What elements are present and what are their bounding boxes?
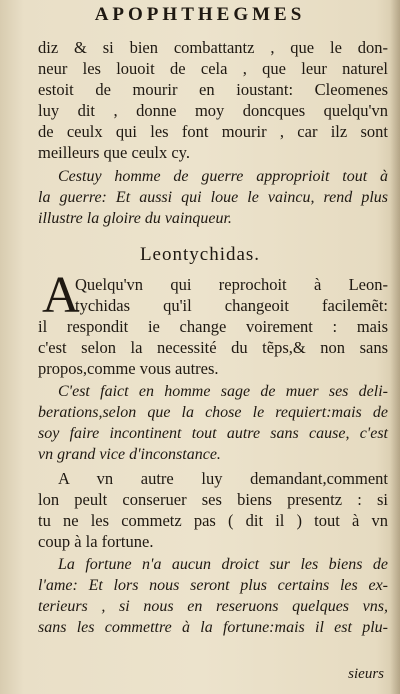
gloss-line: illustre la gloire du vainqueur. bbox=[38, 210, 232, 227]
text-line: c'est selon la necessité du tẽps,& non sans bbox=[38, 338, 388, 357]
paragraph-1 bbox=[38, 37, 388, 163]
gloss-line: La fortune n'a aucun droict sur les biens de bbox=[58, 556, 388, 573]
gloss-2 bbox=[38, 381, 388, 465]
gloss-line: terieurs , si nous en reseruons quelques vns, bbox=[38, 598, 388, 615]
text-line: meilleurs que ceulx cy. bbox=[38, 143, 190, 162]
text-line: neur les louoit de cela , que leur naturel bbox=[38, 59, 388, 78]
section-heading: Leontychidas. bbox=[139, 244, 261, 265]
text-line: tu ne les commetz pas ( dit il ) tout à vn bbox=[38, 511, 388, 530]
text-line: tychidas qu'il changeoit facilemẽt: bbox=[75, 296, 388, 315]
text-line: coup à la fortune. bbox=[38, 532, 154, 551]
paragraph-2 bbox=[38, 316, 388, 379]
gloss-line: berations,selon que la chose le requiert:mais de bbox=[38, 404, 388, 421]
paragraph-3 bbox=[38, 468, 388, 552]
gloss-line: Cestuy homme de guerre approprioit tout à bbox=[58, 168, 388, 185]
text-line: de ceulx qui les font mourir , car ilz sont bbox=[38, 122, 388, 141]
text-line: estoit de mourir en ioustant: Cleomenes bbox=[38, 80, 388, 99]
gloss-line: la guerre: Et aussi qui loue le vaincu, rend plus bbox=[38, 189, 388, 206]
paragraph-2-cap-lines bbox=[75, 274, 388, 316]
drop-cap: A bbox=[42, 267, 80, 324]
text-line: Quelqu'vn qui reprochoit à Leon- bbox=[75, 275, 388, 294]
gloss-line: vn grand vice d'inconstance. bbox=[38, 446, 221, 463]
text-line: A vn autre luy demandant,comment bbox=[58, 469, 388, 488]
gloss-line: C'est faict en homme sage de muer ses deli- bbox=[58, 383, 388, 400]
gloss-3 bbox=[38, 554, 388, 638]
text-line: diz & si bien combattantz , que le don- bbox=[38, 38, 388, 57]
gloss-line: soy faire incontinent tout autre sans cause, c'est bbox=[38, 425, 388, 442]
gloss-line: l'ame: Et lors nous seront plus certains les ex- bbox=[38, 577, 388, 594]
catchword: sieurs bbox=[348, 666, 384, 682]
running-head: APOPHTHEGMES bbox=[94, 4, 306, 25]
text-line: propos,comme vous autres. bbox=[38, 359, 219, 378]
text-line: il respondit ie change voirement : mais bbox=[38, 317, 388, 336]
text-line: lon peult conseruer ses biens presentz : si bbox=[38, 490, 388, 509]
gloss-1 bbox=[38, 166, 388, 229]
gloss-line: sans les commettre à la fortune:mais il est plu- bbox=[38, 619, 388, 636]
text-line: luy dit , donne moy doncques quelqu'vn bbox=[38, 101, 388, 120]
